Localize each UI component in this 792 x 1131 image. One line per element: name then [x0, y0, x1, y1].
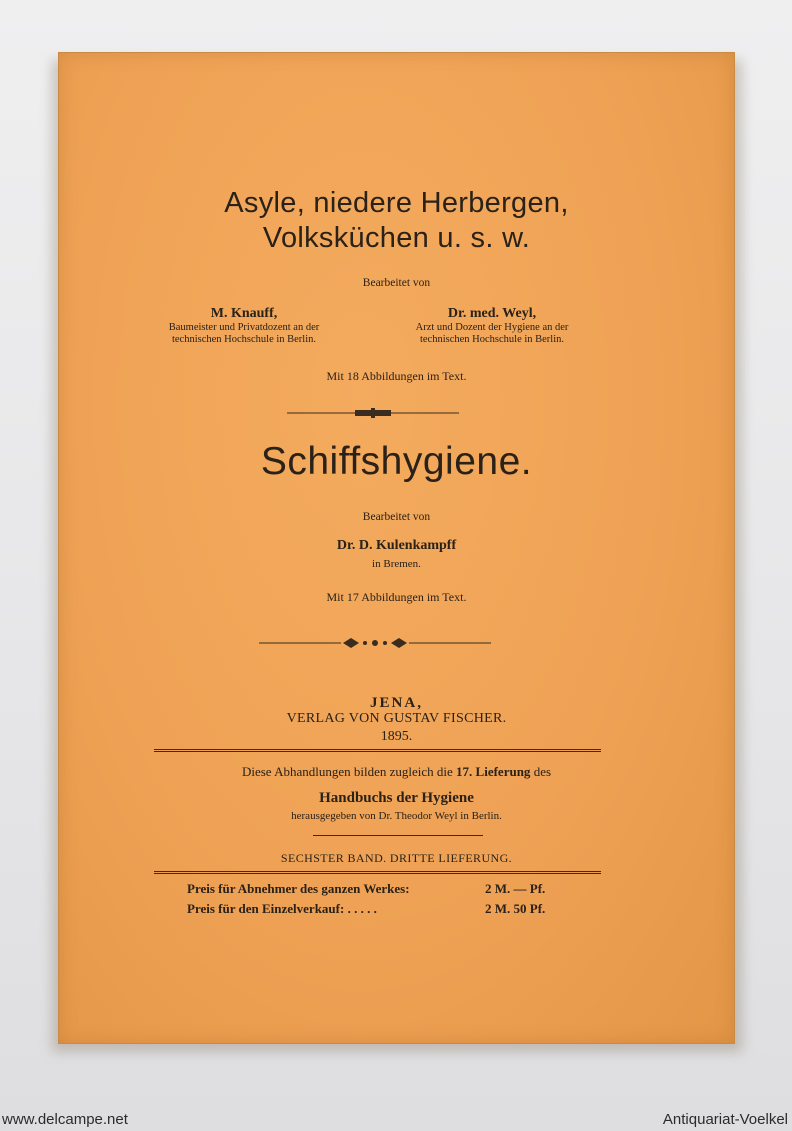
bearbeitet-von-label-2: Bearbeitet von: [362, 511, 431, 523]
series-note-post: des: [530, 764, 552, 779]
publication-year: 1895.: [380, 729, 413, 744]
book-cover: [58, 52, 735, 1044]
author-weyl-name: Dr. med. Weyl,: [447, 306, 537, 321]
schiffshygiene-title: Schiffshygiene.: [260, 440, 533, 483]
series-note: [59, 764, 734, 780]
watermark-delcampe: www.delcampe.net: [2, 1111, 128, 1128]
bearbeitet-von-label: Bearbeitet von: [362, 277, 431, 289]
author-knauff-desc2: technischen Hochschule in Berlin.: [171, 334, 317, 345]
author-knauff: [134, 305, 354, 346]
short-divider-rule: [313, 835, 483, 836]
figures-count-1: Mit 18 Abbildungen im Text.: [326, 369, 467, 383]
ornament-divider: [287, 407, 459, 419]
series-note-pre: Diese Abhandlungen bilden zugleich die: [241, 764, 457, 779]
author-knauff-name: M. Knauff,: [210, 306, 278, 321]
author-kulenkampff-place: in Bremen.: [372, 558, 421, 570]
author-weyl: [377, 305, 607, 346]
figures-count-2: Mit 17 Abbildungen im Text.: [326, 590, 467, 604]
price-label: Preis für den Einzelverkauf: . . . . .: [187, 901, 377, 916]
price-label: Preis für Abnehmer des ganzen Werkes:: [187, 881, 410, 896]
cover-title-line2: Volksküchen u. s. w.: [262, 222, 531, 254]
divider-rule: [154, 749, 601, 752]
publisher-city: JENA,: [370, 695, 423, 711]
author-weyl-desc1: Arzt und Dozent der Hygiene an der: [415, 322, 569, 333]
divider-rule-2: [154, 871, 601, 874]
handbook-title: Handbuchs der Hygiene: [319, 790, 474, 806]
cover-title-line1: Asyle, niedere Herbergen,: [224, 187, 569, 219]
price-value: 2 M. — Pf.: [485, 881, 546, 896]
series-note-issue: 17. Lieferung: [456, 764, 531, 779]
volume-label: SECHSTER BAND. DRITTE LIEFERUNG.: [280, 851, 513, 865]
author-kulenkampff-name: Dr. D. Kulenkampff: [336, 538, 457, 553]
editor-line: herausgegeben von Dr. Theodor Weyl in Berlin.: [291, 810, 502, 822]
watermark-antiquariat: Antiquariat-Voelkel: [662, 1111, 788, 1128]
author-knauff-desc1: Baumeister und Privatdozent an der: [168, 322, 320, 333]
ornament-divider-2: [259, 635, 491, 651]
author-weyl-desc2: technischen Hochschule in Berlin.: [419, 334, 565, 345]
publisher-name: VERLAG VON GUSTAV FISCHER.: [286, 711, 507, 726]
price-value: 2 M. 50 Pf.: [485, 901, 546, 916]
